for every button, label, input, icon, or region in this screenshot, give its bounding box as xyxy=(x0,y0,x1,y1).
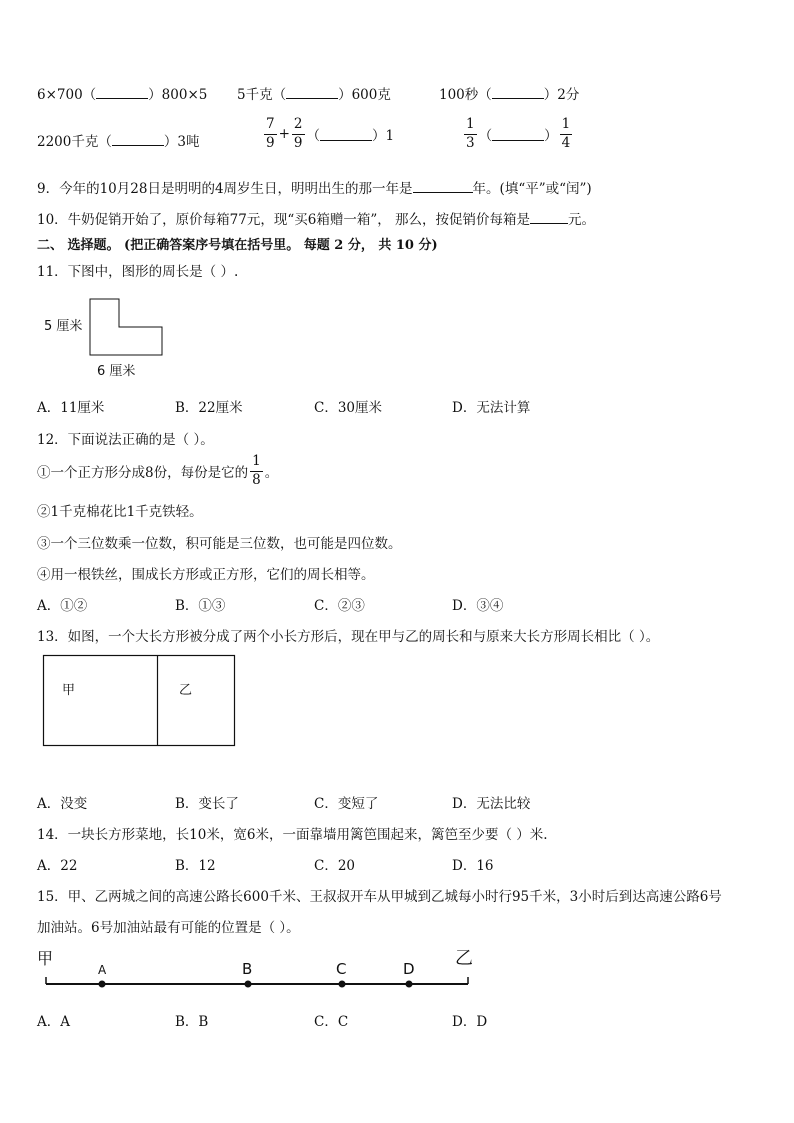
l-shape xyxy=(90,299,162,355)
label-end-yi: 乙 xyxy=(455,948,473,969)
answer-blank[interactable] xyxy=(492,128,544,141)
section-heading: 二、 选择题。 (把正确答案序号填在括号里。 每题 2 分， 共 10 分) xyxy=(37,238,438,253)
option-c[interactable]: C．20 xyxy=(314,858,356,874)
answer-blank[interactable] xyxy=(112,133,164,146)
option-a[interactable]: A．①② xyxy=(37,598,88,614)
option-c[interactable]: C．30厘米 xyxy=(314,400,383,416)
big-rectangle xyxy=(44,656,235,746)
point-c xyxy=(339,981,346,988)
q15-route-figure xyxy=(35,944,480,994)
label-yi: 乙 xyxy=(179,683,193,698)
option-b[interactable]: B．12 xyxy=(175,858,216,874)
statement-3: ③一个三位数乘一位数，积可能是三位数，也可能是四位数。 xyxy=(37,536,402,552)
question-11-stem: 11．下图中，图形的周长是（ ）. xyxy=(37,264,239,280)
answer-blank[interactable] xyxy=(320,128,372,141)
fraction: $\frac{1}{4}$ xyxy=(561,116,571,151)
compare-1b: 5千克（ ）600克 xyxy=(237,87,391,103)
option-c[interactable]: C．变短了 xyxy=(314,796,379,812)
option-a[interactable]: A．A xyxy=(37,1014,70,1030)
q11-figure xyxy=(40,295,180,385)
compare-1c: 100秒（ ）2分 xyxy=(439,87,580,103)
option-a[interactable]: A．22 xyxy=(37,858,78,874)
option-a[interactable]: A．没变 xyxy=(37,796,88,812)
answer-blank[interactable] xyxy=(413,180,473,193)
question-12-stem: 12．下面说法正确的是（ ）。 xyxy=(37,432,214,448)
option-b[interactable]: B．22厘米 xyxy=(175,400,243,416)
compare-2b: $\frac{7}{9}$ + $\frac{2}{9}$ （ ）1 xyxy=(266,116,395,151)
option-b[interactable]: B．B xyxy=(175,1014,209,1030)
fraction: $\frac{1}{3}$ xyxy=(466,116,475,151)
answer-blank[interactable] xyxy=(96,86,148,99)
fraction: $\frac{1}{8}$ xyxy=(252,453,261,488)
label-jia: 甲 xyxy=(62,683,76,698)
option-d[interactable]: D．D xyxy=(452,1014,488,1030)
compare-2c: $\frac{1}{3}$ （ ） $\frac{1}{4}$ xyxy=(466,116,571,151)
label-c: C xyxy=(336,960,347,978)
question-13-stem: 13．如图，一个大长方形被分成了两个小长方形后，现在甲与乙的周长和与原来大长方形周长相比（ ）。 xyxy=(37,629,660,645)
compare-1a: 6×700（ ）800×5 xyxy=(37,87,208,103)
question-14-stem: 14．一块长方形菜地，长10米，宽6米，一面靠墙用篱笆围起来，篱笆至少要（ ）米. xyxy=(37,827,548,843)
label-d: D xyxy=(403,960,415,978)
label-5cm: 5 厘米 xyxy=(44,319,83,334)
point-b xyxy=(245,981,252,988)
label-6cm: 6 厘米 xyxy=(97,364,136,379)
question-15-stem-line2: 加油站。6号加油站最有可能的位置是（ ）。 xyxy=(37,920,300,936)
option-d[interactable]: D．无法比较 xyxy=(452,796,531,812)
label-a: A xyxy=(98,963,107,977)
option-b[interactable]: B．变长了 xyxy=(175,796,239,812)
statement-1: ①一个正方形分成8份，每份是它的 $\frac{1}{8}$ 。 xyxy=(37,453,279,488)
fraction: $\frac{7}{9}$ xyxy=(266,116,275,151)
compare-2a: 2200千克（ ）3吨 xyxy=(37,134,200,150)
question-9: 9．今年的10月28日是明明的4周岁生日，明明出生的那一年是 年。(填“平”或“闰”) xyxy=(37,181,592,197)
answer-blank[interactable] xyxy=(492,86,544,99)
question-15-stem-line1: 15．甲、乙两城之间的高速公路长600千米、王叔叔开车从甲城到乙城每小时行95千米，3小时后到达高速公路6号 xyxy=(37,889,722,905)
option-d[interactable]: D．③④ xyxy=(452,598,504,614)
statement-2: ②1千克棉花比1千克铁轻。 xyxy=(37,504,203,520)
answer-blank[interactable] xyxy=(530,211,568,224)
option-a[interactable]: A．11厘米 xyxy=(37,400,105,416)
option-c[interactable]: C．C xyxy=(314,1014,349,1030)
question-10: 10．牛奶促销开始了，原价每箱77元，现“买6箱赠一箱”， 那么，按促销价每箱是 元。 xyxy=(37,212,596,228)
option-d[interactable]: D．16 xyxy=(452,858,494,874)
point-d xyxy=(406,981,413,988)
q13-figure xyxy=(40,652,240,750)
label-b: B xyxy=(242,960,253,978)
option-b[interactable]: B．①③ xyxy=(175,598,226,614)
fraction: $\frac{2}{9}$ xyxy=(293,116,303,151)
answer-blank[interactable] xyxy=(286,86,338,99)
point-a xyxy=(99,981,106,988)
option-c[interactable]: C．②③ xyxy=(314,598,365,614)
option-d[interactable]: D．无法计算 xyxy=(452,400,531,416)
statement-4: ④用一根铁丝，围成长方形或正方形，它们的周长相等。 xyxy=(37,567,375,583)
label-start-jia: 甲 xyxy=(37,949,54,968)
